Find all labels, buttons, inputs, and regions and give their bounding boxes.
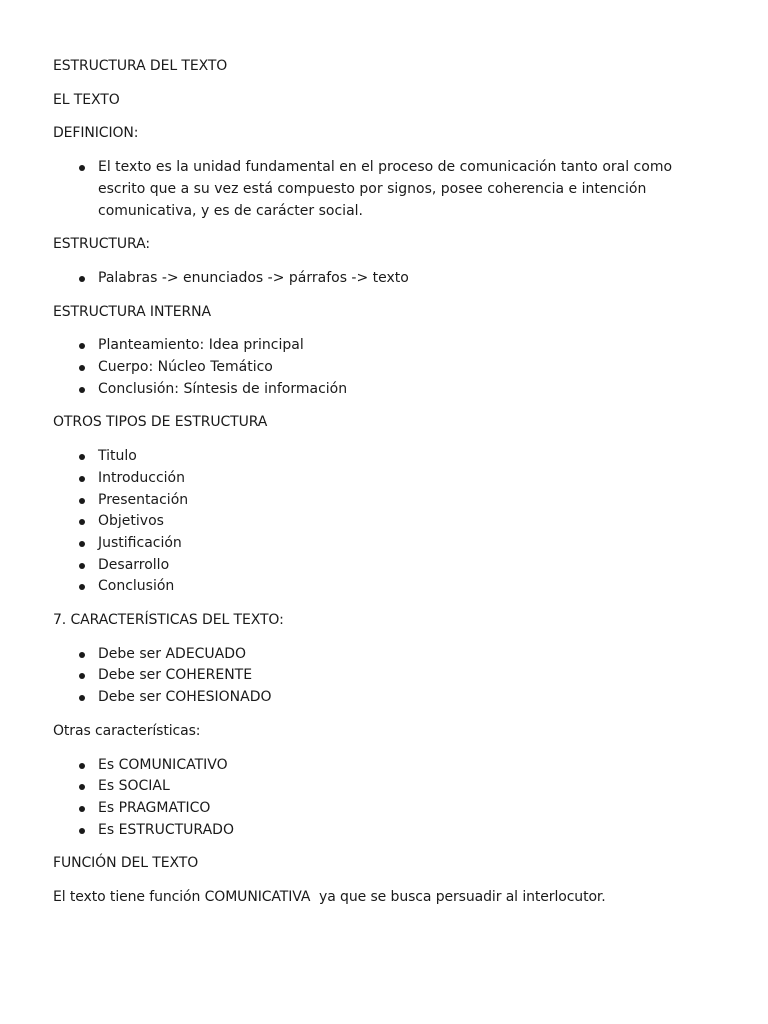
estructura-list — [53, 268, 723, 290]
list-item: Es PRAGMATICO — [98, 798, 723, 820]
funcion-paragraph: El texto tiene función COMUNICATIVA ya que se busca persuadir al interlocutor. — [53, 889, 606, 906]
list-item: El texto es la unidad fundamental en el proceso de comunicación tanto oral como escrito que a su vez está compuesto por signos, posee coherencia e intención comunicativa, y es de carácter social. — [98, 157, 723, 222]
list-item: Titulo — [98, 446, 723, 468]
list-item: Debe ser COHERENTE — [98, 665, 723, 687]
estructura-interna-list — [53, 335, 723, 400]
list-item: Cuerpo: Núcleo Temático — [98, 357, 723, 379]
list-item: Conclusión — [98, 576, 723, 598]
list-item: Objetivos — [98, 511, 723, 533]
document-page — [53, 56, 723, 921]
section-heading-funcion: FUNCIÓN DEL TEXTO — [53, 855, 199, 872]
list-item: Introducción — [98, 468, 723, 490]
list-item: Palabras -> enunciados -> párrafos -> texto — [98, 268, 723, 290]
list-item: Conclusión: Síntesis de información — [98, 379, 723, 401]
list-item: Es COMUNICATIVO — [98, 755, 723, 777]
list-item: Planteamiento: Idea principal — [98, 335, 723, 357]
section-heading-otras-caracteristicas: Otras características: — [53, 722, 201, 739]
list-item: Es SOCIAL — [98, 776, 723, 798]
section-heading-caracteristicas: 7. CARACTERÍSTICAS DEL TEXTO: — [53, 612, 284, 629]
otras-caracteristicas-list — [53, 755, 723, 842]
otros-tipos-list — [53, 446, 723, 598]
caracteristicas-list — [53, 644, 723, 709]
list-item: Presentación — [98, 490, 723, 512]
section-heading-otros-tipos: OTROS TIPOS DE ESTRUCTURA — [53, 414, 268, 431]
document-title: ESTRUCTURA DEL TEXTO — [53, 58, 228, 74]
section-heading-definicion: DEFINICION: — [53, 125, 139, 142]
list-item: Es ESTRUCTURADO — [98, 820, 723, 842]
list-item: Justificación — [98, 533, 723, 555]
section-heading-estructura-interna: ESTRUCTURA INTERNA — [53, 303, 211, 320]
list-item: Desarrollo — [98, 555, 723, 577]
list-item: Debe ser ADECUADO — [98, 644, 723, 666]
list-item: Debe ser COHESIONADO — [98, 687, 723, 709]
section-heading-el-texto: EL TEXTO — [53, 91, 120, 108]
definicion-list — [53, 157, 723, 222]
section-heading-estructura: ESTRUCTURA: — [53, 236, 150, 253]
